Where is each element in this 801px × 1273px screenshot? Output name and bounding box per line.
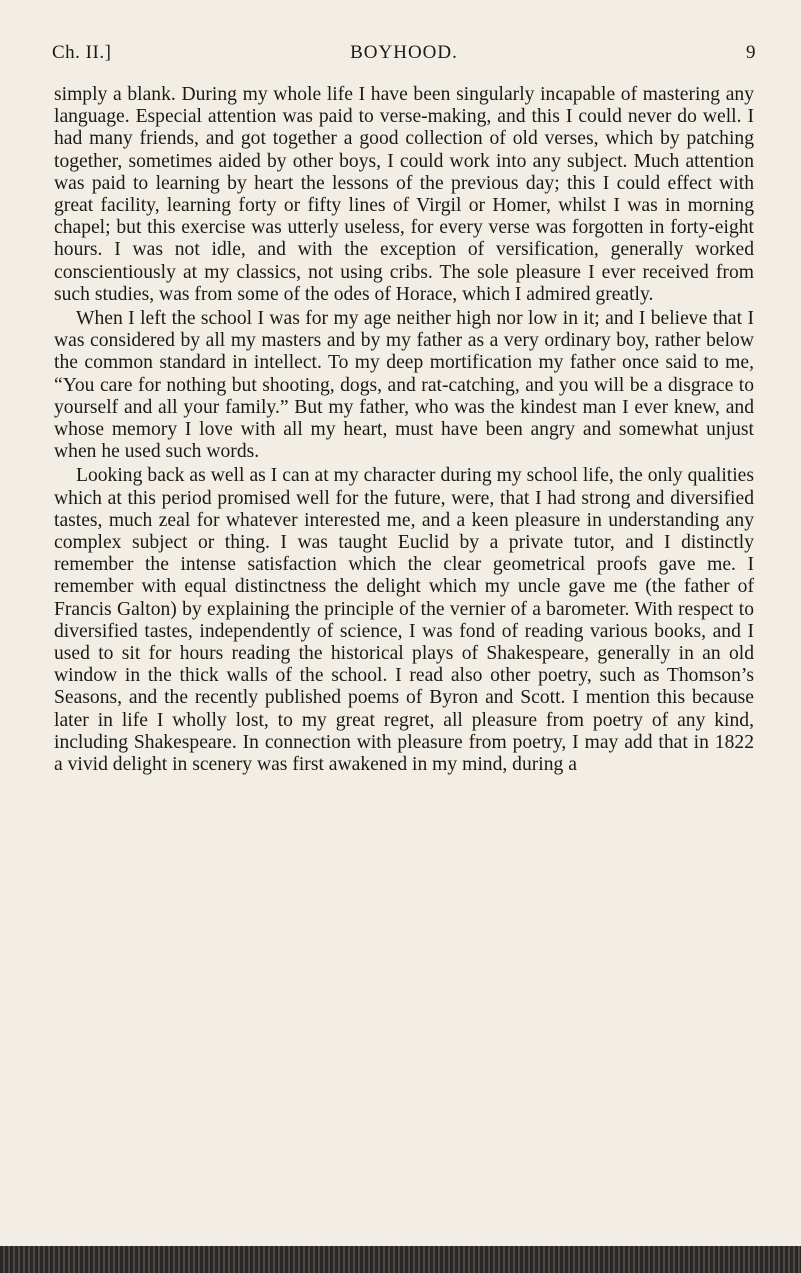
paragraph-1: simply a blank. During my whole life I have been singularly incapable of mastering any language. Especial attention was paid to verse-making, and this I could never do well. I had many friends, and got together a good collection of old verses, which by patching together, sometimes aided by other boys, I could work into any subject. Much attention was paid to learning by heart the lessons of the previous day; this I could effect with great facility, learning forty or fifty lines of Virgil or Homer, whilst I was in morning chapel; but this exercise was utterly useless, for every verse was forgotten in forty-eight hours. I was not idle, and with the exception of versification, generally worked conscientiously at my classics, not using cribs. The sole pleasure I ever received from such studies, was from some of the odes of Horace, which I admired greatly.	[54, 84, 754, 305]
chapter-reference: Ch. II.]	[52, 42, 112, 63]
body-text	[54, 84, 754, 778]
paragraph-2: When I left the school I was for my age neither high nor low in it; and I believe that I was considered by all my masters and by my father as a very ordinary boy, rather below the common standard in intellect. To my deep mortification my father once said to me, “You care for nothing but shooting, dogs, and rat-catching, and you will be a disgrace to yourself and all your family.” But my father, who was the kindest man I ever knew, and whose memory I love with all my heart, must have been angry and somewhat unjust when he used such words.	[54, 308, 754, 463]
page-number: 9	[746, 42, 756, 63]
chapter-title: BOYHOOD.	[350, 42, 458, 63]
paragraph-3: Looking back as well as I can at my character during my school life, the only qualities which at this period promised well for the future, were, that I had strong and diversified tastes, much zeal for whatever interested me, and a keen pleasure in understanding any complex subject or thing. I was taught Euclid by a private tutor, and I distinctly remember the intense satisfaction which the clear geometrical proofs gave me. I remember with equal distinctness the delight which my uncle gave me (the father of Francis Galton) by explaining the principle of the vernier of a barometer. With respect to diversified tastes, independently of science, I was fond of reading various books, and I used to sit for hours reading the historical plays of Shakespeare, generally in an old window in the thick walls of the school. I read also other poetry, such as Thomson’s Seasons, and the recently published poems of Byron and Scott. I mention this because later in life I wholly lost, to my great regret, all pleasure from poetry of any kind, including Shakespeare. In connection with pleasure from poetry, I may add that in 1822 a vivid delight in scenery was first awakened in my mind, during a	[54, 465, 754, 776]
scan-edge-band	[0, 1246, 801, 1273]
running-head	[52, 42, 756, 72]
